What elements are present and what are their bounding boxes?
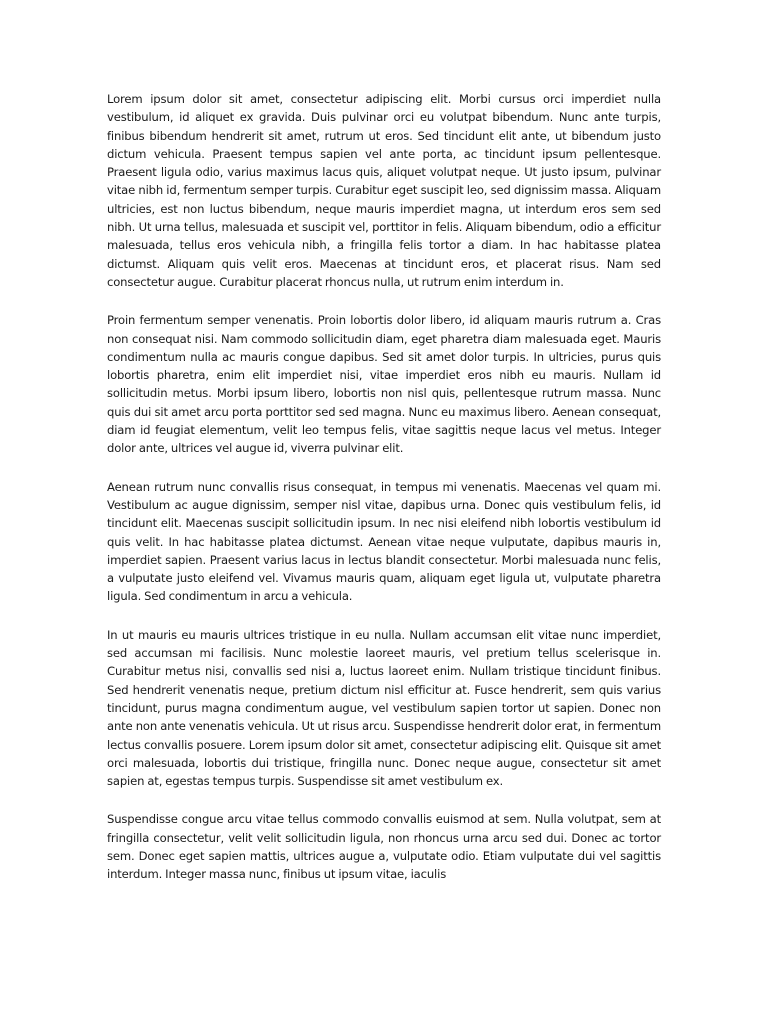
paragraph-3: Aenean rutrum nunc convallis risus consequat, in tempus mi venenatis. Maecenas vel quam mi. Vestibulum ac augue dignissim, semper nisl vitae, dapibus urna. Donec quis vestibulum felis, id tincidunt elit. Maecenas suscipit sollicitudin ipsum. In nec nisi eleifend nibh lobortis vestibulum id quis velit. In hac habitasse platea dictumst. Aenean vitae neque vulputate, dapibus mauris in, imperdiet sapien. Praesent varius lacus in lectus blandit consectetur. Morbi malesuada nunc felis, a vulputate justo eleifend vel. Vivamus mauris quam, aliquam eget ligula ut, vulputate pharetra ligula. Sed condimentum in arcu a vehicula. (107, 479, 661, 604)
paragraph-5: Suspendisse congue arcu vitae tellus commodo convallis euismod at sem. Nulla volutpat, sem at fringilla consectetur, velit velit sollicitudin ligula, non rhoncus urna arcu sed dui. Donec ac tortor sem. Donec eget sapien mattis, ultrices augue a, vulputate odio. Etiam vulputate dui vel sagittis interdum. Integer massa nunc, finibus ut ipsum vitae, iaculis (107, 812, 661, 882)
paragraph-2: Proin fermentum semper venenatis. Proin lobortis dolor libero, id aliquam mauris rutrum a. Cras non consequat nisi. Nam commodo sollicitudin diam, eget pharetra diam malesuada eget. Mauris condimentum nulla ac mauris congue dapibus. Sed sit amet dolor turpis. In ultricies, purus quis lobortis pharetra, enim elit imperdiet nisi, vitae imperdiet eros nibh eu mauris. Nullam id sollicitudin metus. Morbi ipsum libero, lobortis non nisl quis, pellentesque rutrum massa. Nunc quis dui sit amet arcu porta porttitor sed sed magna. Nunc eu maximus libero. Aenean consequat, diam id feugiat elementum, velit leo tempus felis, vitae sagittis neque lacus vel metus. Integer dolor ante, ultrices vel augue id, viverra pulvinar elit. (107, 313, 661, 456)
paragraph-1: Lorem ipsum dolor sit amet, consectetur adipiscing elit. Morbi cursus orci imperdiet nulla vestibulum, id aliquet ex gravida. Duis pulvinar orci eu volutpat bibendum. Nunc ante turpis, finibus bibendum hendrerit sit amet, rutrum ut eros. Sed tincidunt elit ante, ut bibendum justo dictum vehicula. Praesent tempus sapien vel ante porta, ac tincidunt ipsum pellentesque. Praesent ligula odio, varius maximus lacus quis, aliquet volutpat neque. Ut justo ipsum, pulvinar vitae nibh id, fermentum semper turpis. Curabitur eget suscipit leo, sed dignissim massa. Aliquam ultricies, est non luctus bibendum, neque mauris imperdiet magna, ut interdum eros sem sed nibh. Ut urna tellus, malesuada et suscipit vel, porttitor in felis. Aliquam bibendum, odio a efficitur malesuada, tellus eros vehicula nibh, a fringilla felis tortor a diam. In hac habitasse platea dictumst. Aliquam quis velit eros. Maecenas at tincidunt eros, et placerat risus. Nam sed consectetur augue. Curabitur placerat rhoncus nulla, ut rutrum enim interdum in. (107, 92, 661, 289)
document-body (107, 90, 661, 904)
paragraph-4: In ut mauris eu mauris ultrices tristique in eu nulla. Nullam accumsan elit vitae nunc imperdiet, sed accumsan mi facilisis. Nunc molestie laoreet mauris, vel pretium tellus scelerisque in. Curabitur metus nisi, convallis sed nisi a, luctus laoreet enim. Nullam tristique tincidunt finibus. Sed hendrerit venenatis neque, pretium dictum nisl efficitur at. Fusce hendrerit, sem quis varius tincidunt, purus magna condimentum augue, vel vestibulum sapien tortor ut sapien. Donec non ante non ante venenatis vehicula. Ut ut risus arcu. Suspendisse hendrerit dolor erat, in fermentum lectus convallis posuere. Lorem ipsum dolor sit amet, consectetur adipiscing elit. Quisque sit amet orci malesuada, lobortis dui tristique, fringilla nunc. Donec neque augue, consectetur sit amet sapien at, egestas tempus turpis. Suspendisse sit amet vestibulum ex. (107, 627, 661, 789)
